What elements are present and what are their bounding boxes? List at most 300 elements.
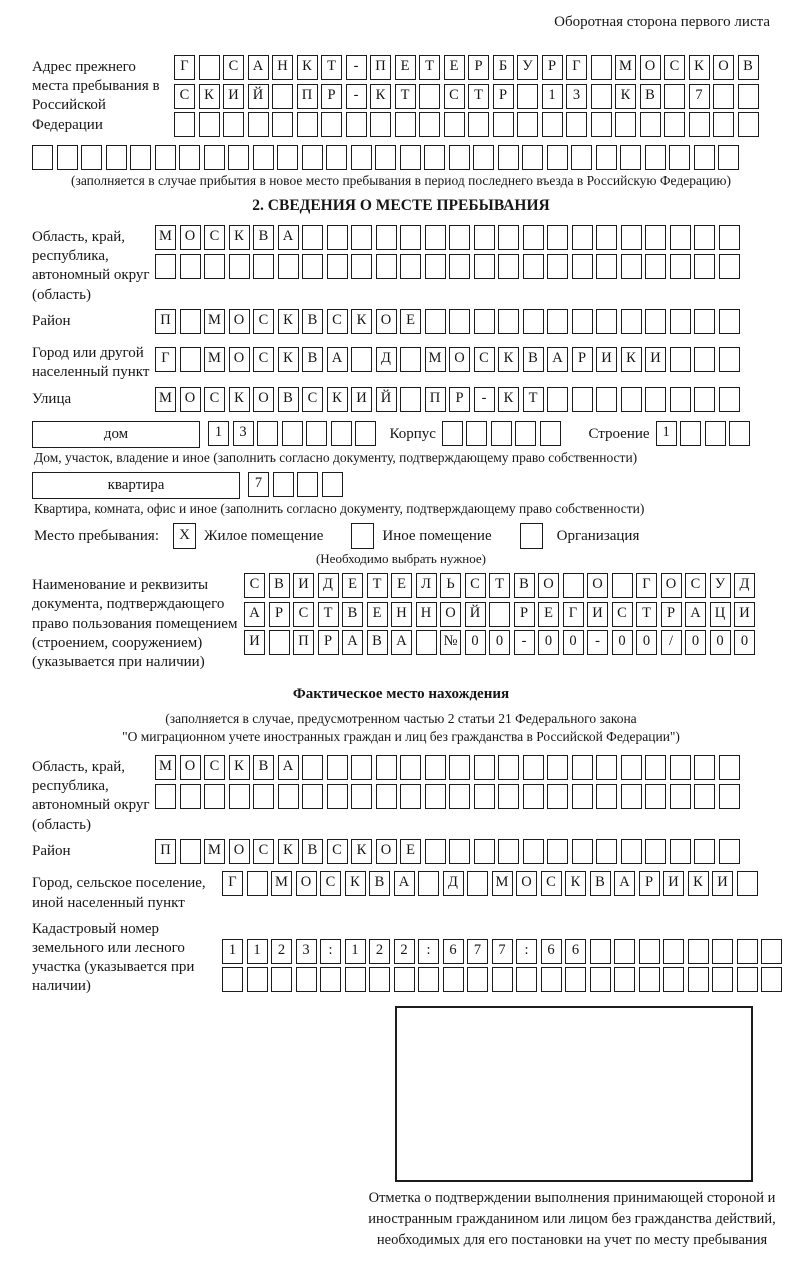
char-cell[interactable]: Р <box>468 55 489 80</box>
char-cell[interactable] <box>596 225 617 250</box>
char-cell[interactable]: В <box>367 630 388 655</box>
char-cell[interactable]: И <box>712 871 733 896</box>
char-cell[interactable] <box>516 967 537 992</box>
char-cell[interactable] <box>400 225 421 250</box>
char-cell[interactable] <box>670 755 691 780</box>
char-cell[interactable] <box>670 225 691 250</box>
char-cell[interactable] <box>596 839 617 864</box>
char-cell[interactable]: 3 <box>566 84 587 109</box>
char-cell[interactable]: Р <box>572 347 593 372</box>
char-cell[interactable] <box>694 784 715 809</box>
char-cell[interactable]: В <box>302 309 323 334</box>
char-cell[interactable] <box>591 112 612 137</box>
char-cell[interactable]: С <box>253 347 274 372</box>
char-cell[interactable] <box>130 145 151 170</box>
char-cell[interactable] <box>694 755 715 780</box>
char-cell[interactable] <box>416 630 437 655</box>
char-cell[interactable]: О <box>640 55 661 80</box>
char-cell[interactable] <box>81 145 102 170</box>
char-cell[interactable] <box>493 112 514 137</box>
char-cell[interactable] <box>419 84 440 109</box>
char-cell[interactable]: О <box>229 839 250 864</box>
char-cell[interactable] <box>761 939 782 964</box>
char-cell[interactable]: Е <box>367 602 388 627</box>
char-cell[interactable] <box>614 939 635 964</box>
char-cell[interactable] <box>466 421 487 446</box>
char-cell[interactable] <box>474 784 495 809</box>
char-cell[interactable] <box>474 225 495 250</box>
char-cell[interactable] <box>155 784 176 809</box>
char-cell[interactable]: 3 <box>233 421 254 446</box>
char-cell[interactable] <box>596 309 617 334</box>
char-cell[interactable]: Й <box>248 84 269 109</box>
char-cell[interactable] <box>596 254 617 279</box>
char-cell[interactable] <box>523 839 544 864</box>
char-cell[interactable]: Й <box>376 387 397 412</box>
char-cell[interactable] <box>694 254 715 279</box>
char-cell[interactable] <box>425 755 446 780</box>
char-cell[interactable] <box>199 55 220 80</box>
char-cell[interactable] <box>761 967 782 992</box>
char-cell[interactable] <box>572 839 593 864</box>
char-cell[interactable] <box>180 784 201 809</box>
char-cell[interactable]: Р <box>269 602 290 627</box>
char-cell[interactable] <box>400 755 421 780</box>
char-cell[interactable] <box>712 939 733 964</box>
char-cell[interactable] <box>670 254 691 279</box>
char-cell[interactable]: 0 <box>685 630 706 655</box>
char-cell[interactable] <box>327 784 348 809</box>
char-cell[interactable] <box>694 145 715 170</box>
char-cell[interactable] <box>351 254 372 279</box>
char-cell[interactable]: С <box>444 84 465 109</box>
char-cell[interactable]: Г <box>155 347 176 372</box>
char-cell[interactable] <box>523 225 544 250</box>
char-cell[interactable] <box>621 309 642 334</box>
char-cell[interactable] <box>272 84 293 109</box>
char-cell[interactable] <box>351 145 372 170</box>
char-cell[interactable]: С <box>327 309 348 334</box>
char-cell[interactable]: А <box>391 630 412 655</box>
char-cell[interactable] <box>596 755 617 780</box>
char-cell[interactable]: 2 <box>271 939 292 964</box>
char-cell[interactable]: Й <box>465 602 486 627</box>
char-cell[interactable] <box>621 755 642 780</box>
char-cell[interactable]: П <box>155 309 176 334</box>
char-cell[interactable]: - <box>514 630 535 655</box>
char-cell[interactable]: И <box>244 630 265 655</box>
char-cell[interactable] <box>302 145 323 170</box>
char-cell[interactable]: Т <box>367 573 388 598</box>
char-cell[interactable] <box>473 145 494 170</box>
char-cell[interactable] <box>321 112 342 137</box>
char-cell[interactable] <box>346 112 367 137</box>
char-cell[interactable]: - <box>346 55 367 80</box>
char-cell[interactable] <box>345 967 366 992</box>
char-cell[interactable]: О <box>661 573 682 598</box>
char-cell[interactable] <box>645 839 666 864</box>
char-cell[interactable]: В <box>523 347 544 372</box>
char-cell[interactable] <box>522 145 543 170</box>
char-cell[interactable]: И <box>663 871 684 896</box>
char-cell[interactable] <box>719 839 740 864</box>
char-cell[interactable] <box>223 112 244 137</box>
char-cell[interactable] <box>713 112 734 137</box>
char-cell[interactable] <box>694 387 715 412</box>
char-cell[interactable] <box>180 309 201 334</box>
char-cell[interactable]: К <box>229 225 250 250</box>
char-cell[interactable]: И <box>223 84 244 109</box>
char-cell[interactable]: И <box>293 573 314 598</box>
char-cell[interactable] <box>320 967 341 992</box>
char-cell[interactable] <box>612 573 633 598</box>
char-cell[interactable] <box>376 254 397 279</box>
char-cell[interactable] <box>253 784 274 809</box>
char-cell[interactable] <box>572 784 593 809</box>
char-cell[interactable]: В <box>590 871 611 896</box>
char-cell[interactable] <box>645 254 666 279</box>
char-cell[interactable]: П <box>297 84 318 109</box>
char-cell[interactable]: 6 <box>565 939 586 964</box>
char-cell[interactable]: 0 <box>734 630 755 655</box>
char-cell[interactable] <box>369 967 390 992</box>
char-cell[interactable]: О <box>229 309 250 334</box>
char-cell[interactable]: С <box>253 309 274 334</box>
char-cell[interactable] <box>694 225 715 250</box>
char-cell[interactable] <box>376 784 397 809</box>
char-cell[interactable] <box>540 421 561 446</box>
char-cell[interactable] <box>491 421 512 446</box>
char-cell[interactable]: М <box>271 871 292 896</box>
char-cell[interactable] <box>565 967 586 992</box>
char-cell[interactable] <box>174 112 195 137</box>
char-cell[interactable]: Е <box>342 573 363 598</box>
char-cell[interactable]: О <box>376 309 397 334</box>
char-cell[interactable]: Г <box>636 573 657 598</box>
char-cell[interactable] <box>547 387 568 412</box>
char-cell[interactable] <box>694 347 715 372</box>
char-cell[interactable]: 3 <box>296 939 317 964</box>
char-cell[interactable] <box>248 112 269 137</box>
char-cell[interactable]: К <box>621 347 642 372</box>
char-cell[interactable] <box>326 145 347 170</box>
char-cell[interactable] <box>370 112 391 137</box>
char-cell[interactable]: М <box>615 55 636 80</box>
char-cell[interactable]: 0 <box>563 630 584 655</box>
char-cell[interactable] <box>621 784 642 809</box>
char-cell[interactable]: К <box>229 755 250 780</box>
char-cell[interactable] <box>351 784 372 809</box>
char-cell[interactable] <box>269 630 290 655</box>
apartment-type-box[interactable]: квартира <box>32 472 240 499</box>
char-cell[interactable] <box>664 112 685 137</box>
char-cell[interactable]: С <box>204 387 225 412</box>
char-cell[interactable] <box>591 55 612 80</box>
char-cell[interactable]: 7 <box>689 84 710 109</box>
char-cell[interactable]: О <box>587 573 608 598</box>
char-cell[interactable] <box>719 309 740 334</box>
char-cell[interactable]: В <box>342 602 363 627</box>
char-cell[interactable]: К <box>351 839 372 864</box>
char-cell[interactable] <box>620 145 641 170</box>
char-cell[interactable]: В <box>738 55 759 80</box>
char-cell[interactable] <box>253 145 274 170</box>
char-cell[interactable] <box>204 784 225 809</box>
char-cell[interactable] <box>523 755 544 780</box>
char-cell[interactable]: С <box>541 871 562 896</box>
char-cell[interactable]: В <box>302 347 323 372</box>
char-cell[interactable]: С <box>612 602 633 627</box>
char-cell[interactable] <box>737 871 758 896</box>
char-cell[interactable]: К <box>345 871 366 896</box>
char-cell[interactable] <box>179 145 200 170</box>
char-cell[interactable]: С <box>204 755 225 780</box>
char-cell[interactable]: М <box>204 309 225 334</box>
char-cell[interactable]: О <box>376 839 397 864</box>
residential-checkbox[interactable]: X <box>173 523 196 549</box>
char-cell[interactable] <box>645 309 666 334</box>
char-cell[interactable] <box>180 347 201 372</box>
char-cell[interactable]: Т <box>318 602 339 627</box>
char-cell[interactable] <box>278 784 299 809</box>
char-cell[interactable]: 7 <box>248 472 269 497</box>
char-cell[interactable] <box>424 145 445 170</box>
char-cell[interactable]: Р <box>514 602 535 627</box>
char-cell[interactable]: Е <box>400 839 421 864</box>
char-cell[interactable] <box>498 145 519 170</box>
char-cell[interactable] <box>498 784 519 809</box>
char-cell[interactable] <box>621 387 642 412</box>
char-cell[interactable] <box>664 84 685 109</box>
char-cell[interactable] <box>297 472 318 497</box>
char-cell[interactable]: М <box>425 347 446 372</box>
char-cell[interactable] <box>418 967 439 992</box>
char-cell[interactable] <box>639 939 660 964</box>
char-cell[interactable] <box>718 145 739 170</box>
char-cell[interactable] <box>204 145 225 170</box>
char-cell[interactable]: 1 <box>208 421 229 446</box>
char-cell[interactable] <box>419 112 440 137</box>
char-cell[interactable] <box>474 839 495 864</box>
char-cell[interactable]: О <box>180 225 201 250</box>
char-cell[interactable]: Р <box>639 871 660 896</box>
char-cell[interactable] <box>621 254 642 279</box>
char-cell[interactable] <box>645 145 666 170</box>
char-cell[interactable] <box>542 112 563 137</box>
char-cell[interactable]: О <box>538 573 559 598</box>
char-cell[interactable]: А <box>394 871 415 896</box>
char-cell[interactable]: А <box>278 755 299 780</box>
char-cell[interactable]: А <box>278 225 299 250</box>
char-cell[interactable] <box>498 755 519 780</box>
char-cell[interactable] <box>719 387 740 412</box>
char-cell[interactable] <box>222 967 243 992</box>
char-cell[interactable]: В <box>302 839 323 864</box>
char-cell[interactable]: В <box>269 573 290 598</box>
char-cell[interactable]: 1 <box>345 939 366 964</box>
char-cell[interactable]: К <box>199 84 220 109</box>
char-cell[interactable] <box>327 254 348 279</box>
char-cell[interactable]: С <box>253 839 274 864</box>
char-cell[interactable] <box>563 573 584 598</box>
char-cell[interactable]: М <box>155 755 176 780</box>
char-cell[interactable]: / <box>661 630 682 655</box>
char-cell[interactable] <box>694 839 715 864</box>
char-cell[interactable] <box>180 839 201 864</box>
char-cell[interactable] <box>204 254 225 279</box>
char-cell[interactable] <box>180 254 201 279</box>
char-cell[interactable]: Ц <box>710 602 731 627</box>
char-cell[interactable] <box>670 347 691 372</box>
char-cell[interactable] <box>331 421 352 446</box>
char-cell[interactable] <box>523 309 544 334</box>
char-cell[interactable] <box>57 145 78 170</box>
char-cell[interactable]: У <box>710 573 731 598</box>
char-cell[interactable] <box>547 225 568 250</box>
char-cell[interactable] <box>498 309 519 334</box>
char-cell[interactable]: Д <box>734 573 755 598</box>
char-cell[interactable] <box>474 309 495 334</box>
char-cell[interactable]: О <box>296 871 317 896</box>
char-cell[interactable] <box>547 309 568 334</box>
char-cell[interactable] <box>467 871 488 896</box>
char-cell[interactable] <box>547 254 568 279</box>
organization-checkbox[interactable] <box>520 523 543 549</box>
char-cell[interactable]: К <box>278 347 299 372</box>
char-cell[interactable] <box>155 145 176 170</box>
char-cell[interactable]: 0 <box>710 630 731 655</box>
char-cell[interactable] <box>302 225 323 250</box>
char-cell[interactable] <box>400 784 421 809</box>
char-cell[interactable] <box>639 967 660 992</box>
char-cell[interactable]: 1 <box>222 939 243 964</box>
char-cell[interactable]: 1 <box>542 84 563 109</box>
char-cell[interactable] <box>253 254 274 279</box>
char-cell[interactable] <box>449 755 470 780</box>
char-cell[interactable]: 0 <box>465 630 486 655</box>
char-cell[interactable] <box>442 421 463 446</box>
char-cell[interactable]: С <box>664 55 685 80</box>
char-cell[interactable] <box>729 421 750 446</box>
char-cell[interactable]: Н <box>272 55 293 80</box>
char-cell[interactable] <box>376 225 397 250</box>
char-cell[interactable] <box>737 967 758 992</box>
char-cell[interactable] <box>302 784 323 809</box>
char-cell[interactable] <box>351 225 372 250</box>
char-cell[interactable]: И <box>587 602 608 627</box>
char-cell[interactable] <box>596 145 617 170</box>
char-cell[interactable]: : <box>516 939 537 964</box>
char-cell[interactable]: Т <box>321 55 342 80</box>
char-cell[interactable]: О <box>713 55 734 80</box>
char-cell[interactable]: Е <box>391 573 412 598</box>
char-cell[interactable]: И <box>596 347 617 372</box>
char-cell[interactable]: И <box>645 347 666 372</box>
char-cell[interactable]: С <box>302 387 323 412</box>
char-cell[interactable] <box>376 755 397 780</box>
char-cell[interactable]: О <box>440 602 461 627</box>
char-cell[interactable]: О <box>180 387 201 412</box>
char-cell[interactable] <box>566 112 587 137</box>
char-cell[interactable] <box>449 145 470 170</box>
char-cell[interactable]: К <box>689 55 710 80</box>
char-cell[interactable]: В <box>640 84 661 109</box>
char-cell[interactable] <box>663 939 684 964</box>
char-cell[interactable]: К <box>327 387 348 412</box>
char-cell[interactable] <box>443 967 464 992</box>
char-cell[interactable]: Д <box>443 871 464 896</box>
char-cell[interactable] <box>547 755 568 780</box>
char-cell[interactable] <box>277 145 298 170</box>
char-cell[interactable] <box>351 347 372 372</box>
char-cell[interactable]: К <box>498 387 519 412</box>
char-cell[interactable]: О <box>229 347 250 372</box>
char-cell[interactable]: А <box>342 630 363 655</box>
char-cell[interactable] <box>663 967 684 992</box>
char-cell[interactable]: М <box>204 347 225 372</box>
char-cell[interactable]: Р <box>318 630 339 655</box>
char-cell[interactable] <box>517 84 538 109</box>
char-cell[interactable]: К <box>297 55 318 80</box>
char-cell[interactable] <box>572 387 593 412</box>
char-cell[interactable] <box>596 387 617 412</box>
char-cell[interactable]: И <box>734 602 755 627</box>
char-cell[interactable] <box>444 112 465 137</box>
char-cell[interactable] <box>449 309 470 334</box>
char-cell[interactable]: 1 <box>656 421 677 446</box>
char-cell[interactable]: У <box>517 55 538 80</box>
char-cell[interactable] <box>400 347 421 372</box>
char-cell[interactable] <box>394 967 415 992</box>
char-cell[interactable] <box>547 784 568 809</box>
char-cell[interactable]: В <box>253 755 274 780</box>
char-cell[interactable] <box>247 871 268 896</box>
char-cell[interactable] <box>425 839 446 864</box>
char-cell[interactable]: С <box>465 573 486 598</box>
char-cell[interactable] <box>395 112 416 137</box>
char-cell[interactable] <box>296 967 317 992</box>
char-cell[interactable] <box>719 784 740 809</box>
char-cell[interactable] <box>468 112 489 137</box>
char-cell[interactable]: Т <box>523 387 544 412</box>
char-cell[interactable] <box>572 225 593 250</box>
char-cell[interactable] <box>591 84 612 109</box>
char-cell[interactable] <box>327 225 348 250</box>
char-cell[interactable]: Т <box>636 602 657 627</box>
char-cell[interactable]: А <box>248 55 269 80</box>
char-cell[interactable] <box>515 421 536 446</box>
char-cell[interactable]: С <box>223 55 244 80</box>
char-cell[interactable]: К <box>688 871 709 896</box>
char-cell[interactable]: Д <box>376 347 397 372</box>
char-cell[interactable] <box>302 254 323 279</box>
char-cell[interactable]: А <box>327 347 348 372</box>
char-cell[interactable] <box>645 225 666 250</box>
char-cell[interactable] <box>572 254 593 279</box>
char-cell[interactable] <box>738 84 759 109</box>
other-premises-checkbox[interactable] <box>351 523 374 549</box>
char-cell[interactable] <box>737 939 758 964</box>
char-cell[interactable]: Н <box>391 602 412 627</box>
char-cell[interactable] <box>498 839 519 864</box>
char-cell[interactable]: Е <box>400 309 421 334</box>
char-cell[interactable] <box>621 839 642 864</box>
char-cell[interactable]: Е <box>395 55 416 80</box>
char-cell[interactable]: 0 <box>538 630 559 655</box>
char-cell[interactable]: Д <box>318 573 339 598</box>
char-cell[interactable] <box>425 254 446 279</box>
char-cell[interactable] <box>614 967 635 992</box>
